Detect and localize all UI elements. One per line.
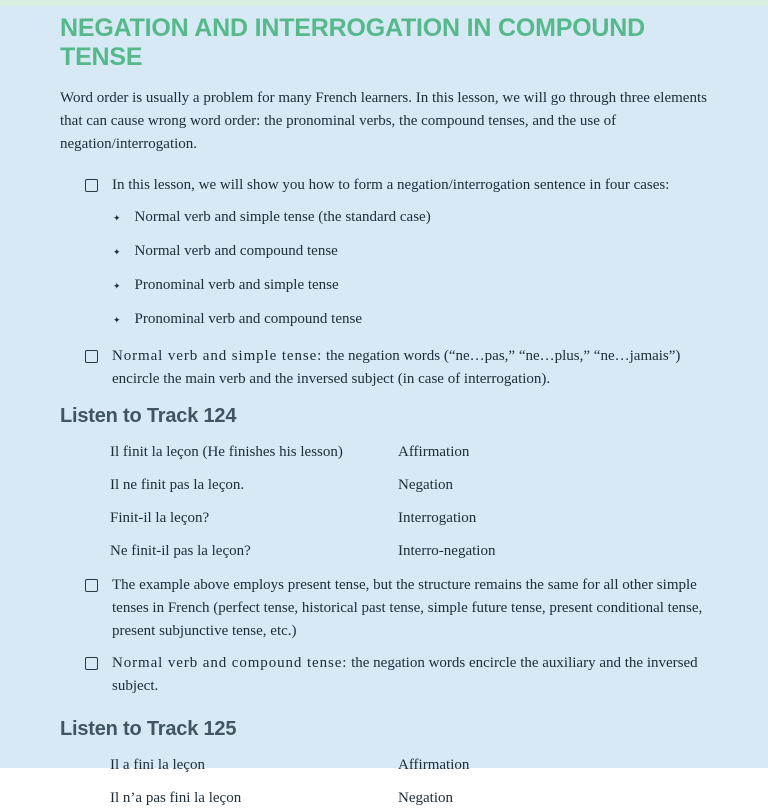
grammar-label: Affirmation	[398, 757, 470, 773]
french-sentence: Il ne finit pas la leçon.	[110, 477, 245, 493]
table-row	[110, 508, 712, 529]
sub-bullet-item-2	[60, 243, 712, 261]
checkbox-bullet-icon	[85, 179, 98, 192]
checkbox-bullet-icon	[85, 579, 98, 592]
track-124-heading: Listen to Track 124	[60, 405, 237, 427]
french-sentence: Il n’a pas fini la leçon	[110, 790, 242, 806]
page-title: NEGATION AND INTERROGATION IN COMPOUND TENSE	[60, 14, 645, 71]
sub-bullet-item-1	[60, 209, 712, 227]
bullet-item-simple-tense-note	[60, 345, 712, 391]
star-bullet-icon: ✦	[113, 315, 121, 325]
sub-bullet-item-4	[60, 311, 712, 329]
emphasized-lead: Normal verb and compound tense:	[112, 655, 348, 671]
star-bullet-icon: ✦	[113, 247, 121, 257]
table-row	[110, 755, 712, 776]
bullet-text: In this lesson, we will show you how to form a negation/interrogation sentence in four cases:	[112, 177, 670, 193]
grammar-label: Interrogation	[398, 510, 477, 526]
bullet-item-four-cases	[60, 174, 712, 197]
page-content	[0, 6, 768, 809]
bullet-text	[112, 345, 712, 391]
table-row	[110, 442, 712, 463]
sub-bullet-item-3	[60, 277, 712, 295]
bullet-item-example-note	[60, 574, 712, 643]
bullet-text	[112, 652, 712, 698]
bullet-text-rest: the negation words (“ne…pas,” “ne…plus,” “ne…jamais”) encircle the main verb and the inversed subject (in case of interrogation).	[112, 348, 681, 387]
sub-bullet-text: Pronominal verb and simple tense	[134, 277, 339, 293]
star-bullet-icon: ✦	[113, 281, 121, 291]
table-row	[110, 788, 712, 809]
grammar-label: Negation	[398, 477, 453, 493]
french-sentence: Finit-il la leçon?	[110, 510, 210, 526]
example-table-125	[110, 755, 712, 809]
french-sentence: Il finit la leçon (He finishes his lesson)	[110, 444, 343, 460]
track-125-heading: Listen to Track 125	[60, 718, 237, 740]
french-sentence: Il a fini la leçon	[110, 757, 205, 773]
grammar-label: Interro-negation	[398, 543, 496, 559]
checkbox-bullet-icon	[85, 350, 98, 363]
intro-paragraph: Word order is usually a problem for many French learners. In this lesson, we will go through three elements that can cause wrong word order: the pronominal verbs, the compound tenses, and the use of negation/interrogation.	[60, 90, 707, 152]
table-row	[110, 541, 712, 562]
star-bullet-icon: ✦	[113, 213, 121, 223]
table-row	[110, 475, 712, 496]
bullet-item-compound-tense-note	[60, 652, 712, 698]
sub-bullet-text: Pronominal verb and compound tense	[134, 311, 363, 327]
grammar-label: Affirmation	[398, 444, 470, 460]
checkbox-bullet-icon	[85, 657, 98, 670]
emphasized-lead: Normal verb and simple tense:	[112, 348, 323, 364]
sub-bullet-text: Normal verb and simple tense (the standard case)	[134, 209, 431, 225]
bullet-text: The example above employs present tense, but the structure remains the same for all other simple tenses in French (perfect tense, historical past tense, simple future tense, present conditional tense, present subjunctive tense, etc.)	[112, 577, 703, 639]
sub-bullet-text: Normal verb and compound tense	[134, 243, 338, 259]
french-sentence: Ne finit-il pas la leçon?	[110, 543, 251, 559]
grammar-label: Negation	[398, 790, 453, 806]
example-table-124	[110, 442, 712, 562]
bullet-text-rest: the negation words encircle the auxiliary and the inversed subject.	[112, 655, 698, 694]
